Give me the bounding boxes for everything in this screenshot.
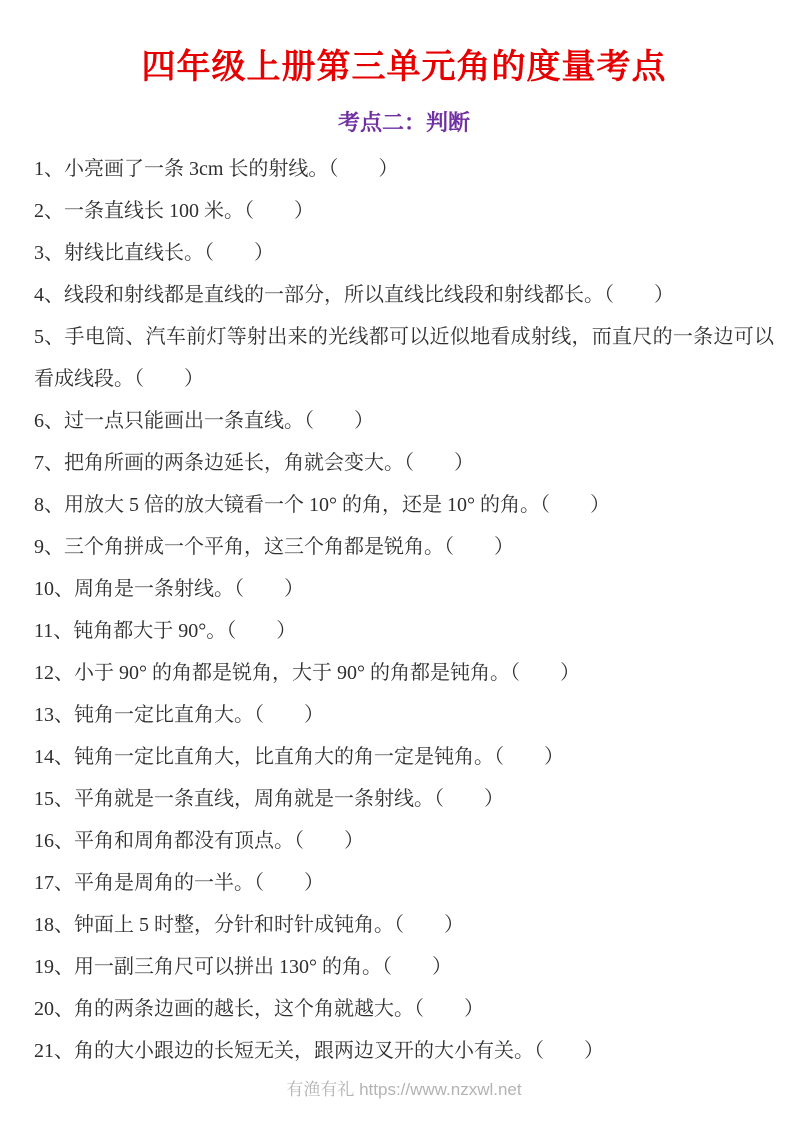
question-item-16: 16、平角和周角都没有顶点。（ ）: [34, 830, 364, 852]
question-item-20: 20、角的两条边画的越长，这个角就越大。（ ）: [34, 998, 484, 1020]
question-item-17: 17、平角是周角的一半。（ ）: [34, 872, 324, 894]
question-list: [34, 148, 774, 1072]
question-item-6: 6、过一点只能画出一条直线。（ ）: [34, 410, 374, 432]
section-subtitle: 考点二：判断: [337, 110, 470, 135]
question-item-12: 12、小于 90° 的角都是锐角，大于 90° 的角都是钝角。（ ）: [34, 662, 580, 684]
question-item-8: 8、用放大 5 倍的放大镜看一个 10° 的角，还是 10° 的角。（ ）: [34, 494, 610, 516]
question-item-21: 21、角的大小跟边的长短无关，跟两边叉开的大小有关。（ ）: [34, 1040, 604, 1062]
question-item-2: 2、一条直线长 100 米。（ ）: [34, 200, 314, 222]
question-item-15: 15、平角就是一条直线，周角就是一条射线。（ ）: [34, 788, 504, 810]
question-item-14: 14、钝角一定比直角大，比直角大的角一定是钝角。（ ）: [34, 746, 564, 768]
watermark-footer: 有渔有礼 https://www.nzxwl.net: [286, 1080, 522, 1099]
question-item-3: 3、射线比直线长。（ ）: [34, 242, 274, 264]
question-item-13: 13、钝角一定比直角大。（ ）: [34, 704, 324, 726]
question-item-4: 4、线段和射线都是直线的一部分，所以直线比线段和射线都长。（ ）: [34, 284, 674, 306]
question-item-5: 5、手电筒、汽车前灯等射出来的光线都可以近似地看成射线，而直尺的一条边可以看成线段。（ ）: [34, 326, 774, 390]
question-item-10: 10、周角是一条射线。（ ）: [34, 578, 304, 600]
question-item-7: 7、把角所画的两条边延长，角就会变大。（ ）: [34, 452, 474, 474]
question-item-19: 19、用一副三角尺可以拼出 130° 的角。（ ）: [34, 956, 452, 978]
page-title: 四年级上册第三单元角的度量考点: [141, 49, 667, 86]
question-item-18: 18、钟面上 5 时整，分针和时针成钝角。（ ）: [34, 914, 464, 936]
question-item-1: 1、小亮画了一条 3cm 长的射线。（ ）: [34, 158, 399, 180]
question-item-9: 9、三个角拼成一个平角，这三个角都是锐角。（ ）: [34, 536, 514, 558]
question-item-11: 11、钝角都大于 90°。（ ）: [34, 620, 297, 642]
